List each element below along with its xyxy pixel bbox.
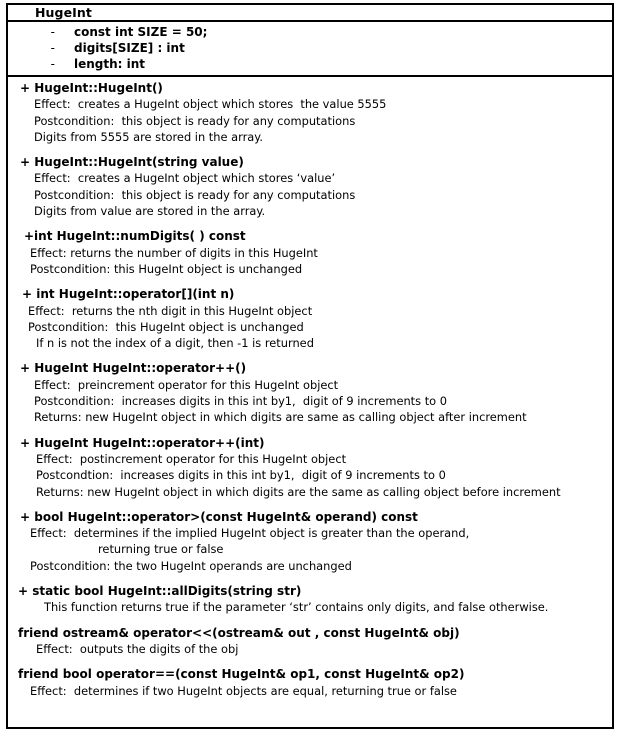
operation-detail-line: Effect: determines if two HugeInt objects are equal, returning true or false (30, 683, 457, 698)
operation-block (8, 583, 612, 616)
operation-detail-line: Postcondition: this object is ready for any computations (34, 113, 356, 128)
uml-class-box (6, 3, 614, 729)
operation-block (8, 509, 612, 574)
attribute-label: length: int (74, 57, 146, 71)
operation-block (8, 360, 612, 425)
operation-detail-line: Effect: returns the nth digit in this HugeInt object (28, 303, 313, 318)
operation-detail-line: Digits from value are stored in the array. (34, 204, 266, 219)
operation-block (8, 286, 612, 351)
operation-block (8, 228, 612, 277)
attribute-visibility-marker: - (50, 41, 55, 55)
attribute-label: const int SIZE = 50; (74, 25, 208, 39)
operation-signature: + HugeInt HugeInt::operator++(int) (20, 435, 265, 450)
operation-detail-line: returning true or false (98, 542, 224, 557)
operation-detail-line: Postcondtion: increases digits in this int by1, digit of 9 increments to 0 (36, 468, 446, 483)
operation-detail-line: If n is not the index of a digit, then -1 is returned (36, 336, 314, 351)
operation-detail-line: Effect: preincrement operator for this HugeInt object (34, 377, 339, 392)
operation-signature: friend ostream& operator<<(ostream& out , const HugeInt& obj) (18, 625, 460, 640)
operation-detail-line: Digits from 5555 are stored in the array. (34, 129, 263, 144)
operation-signature: + HugeInt::HugeInt() (20, 81, 163, 95)
attribute-row (8, 40, 612, 56)
operation-detail-line: Postcondition: this HugeInt object is unchanged (28, 319, 304, 334)
operation-block (8, 625, 612, 658)
operation-signature: + int HugeInt::operator[](int n) (22, 287, 235, 302)
attribute-visibility-marker: - (50, 25, 55, 39)
operation-block (8, 80, 612, 145)
class-name-compartment (8, 5, 612, 22)
operation-detail-line: Effect: postincrement operator for this HugeInt object (36, 451, 347, 466)
operation-detail-line: This function returns true if the parameter ‘str’ contains only digits, and false otherwise. (44, 600, 549, 615)
operation-signature: + static bool HugeInt::allDigits(string str) (18, 584, 302, 599)
operation-signature: + bool HugeInt::operator>(const HugeInt& operand) const (20, 509, 418, 524)
class-name-label: HugeInt (35, 4, 93, 20)
operation-signature: + HugeInt::HugeInt(string value) (20, 155, 244, 170)
operation-detail-line: Postcondition: increases digits in this int by1, digit of 9 increments to 0 (34, 394, 447, 409)
attribute-row (8, 56, 612, 72)
operation-detail-line: Effect: creates a HugeInt object which stores ‘value’ (34, 171, 336, 186)
operation-signature: +int HugeInt::numDigits( ) const (24, 229, 246, 244)
operation-detail-line: Postcondition: this HugeInt object is unchanged (30, 261, 303, 276)
operation-detail-line: Returns: new HugeInt object in which digits are the same as calling object before increment (36, 484, 561, 499)
operation-detail-line: Effect: outputs the digits of the obj (36, 641, 239, 656)
operation-signature: + HugeInt HugeInt::operator++() (20, 361, 247, 376)
operation-signature: friend bool operator==(const HugeInt& op1, const HugeInt& op2) (18, 667, 465, 682)
operation-block (8, 435, 612, 500)
operation-block (8, 154, 612, 219)
operation-detail-line: Effect: creates a HugeInt object which stores the value 5555 (34, 97, 387, 112)
class-operations-compartment (8, 77, 612, 727)
class-attributes-compartment (8, 22, 612, 77)
attribute-visibility-marker: - (50, 57, 55, 71)
attribute-row (8, 24, 612, 40)
operation-detail-line: Postcondition: the two HugeInt operands are unchanged (30, 558, 352, 573)
operation-block (8, 666, 612, 699)
operation-detail-line: Effect: returns the number of digits in this HugeInt (30, 245, 318, 260)
attribute-label: digits[SIZE] : int (74, 41, 185, 55)
operation-detail-line: Postcondition: this object is ready for any computations (34, 187, 356, 202)
operation-detail-line: Returns: new HugeInt object in which digits are same as calling object after increment (34, 410, 527, 425)
operation-detail-line: Effect: determines if the implied HugeInt object is greater than the operand, (30, 526, 470, 541)
